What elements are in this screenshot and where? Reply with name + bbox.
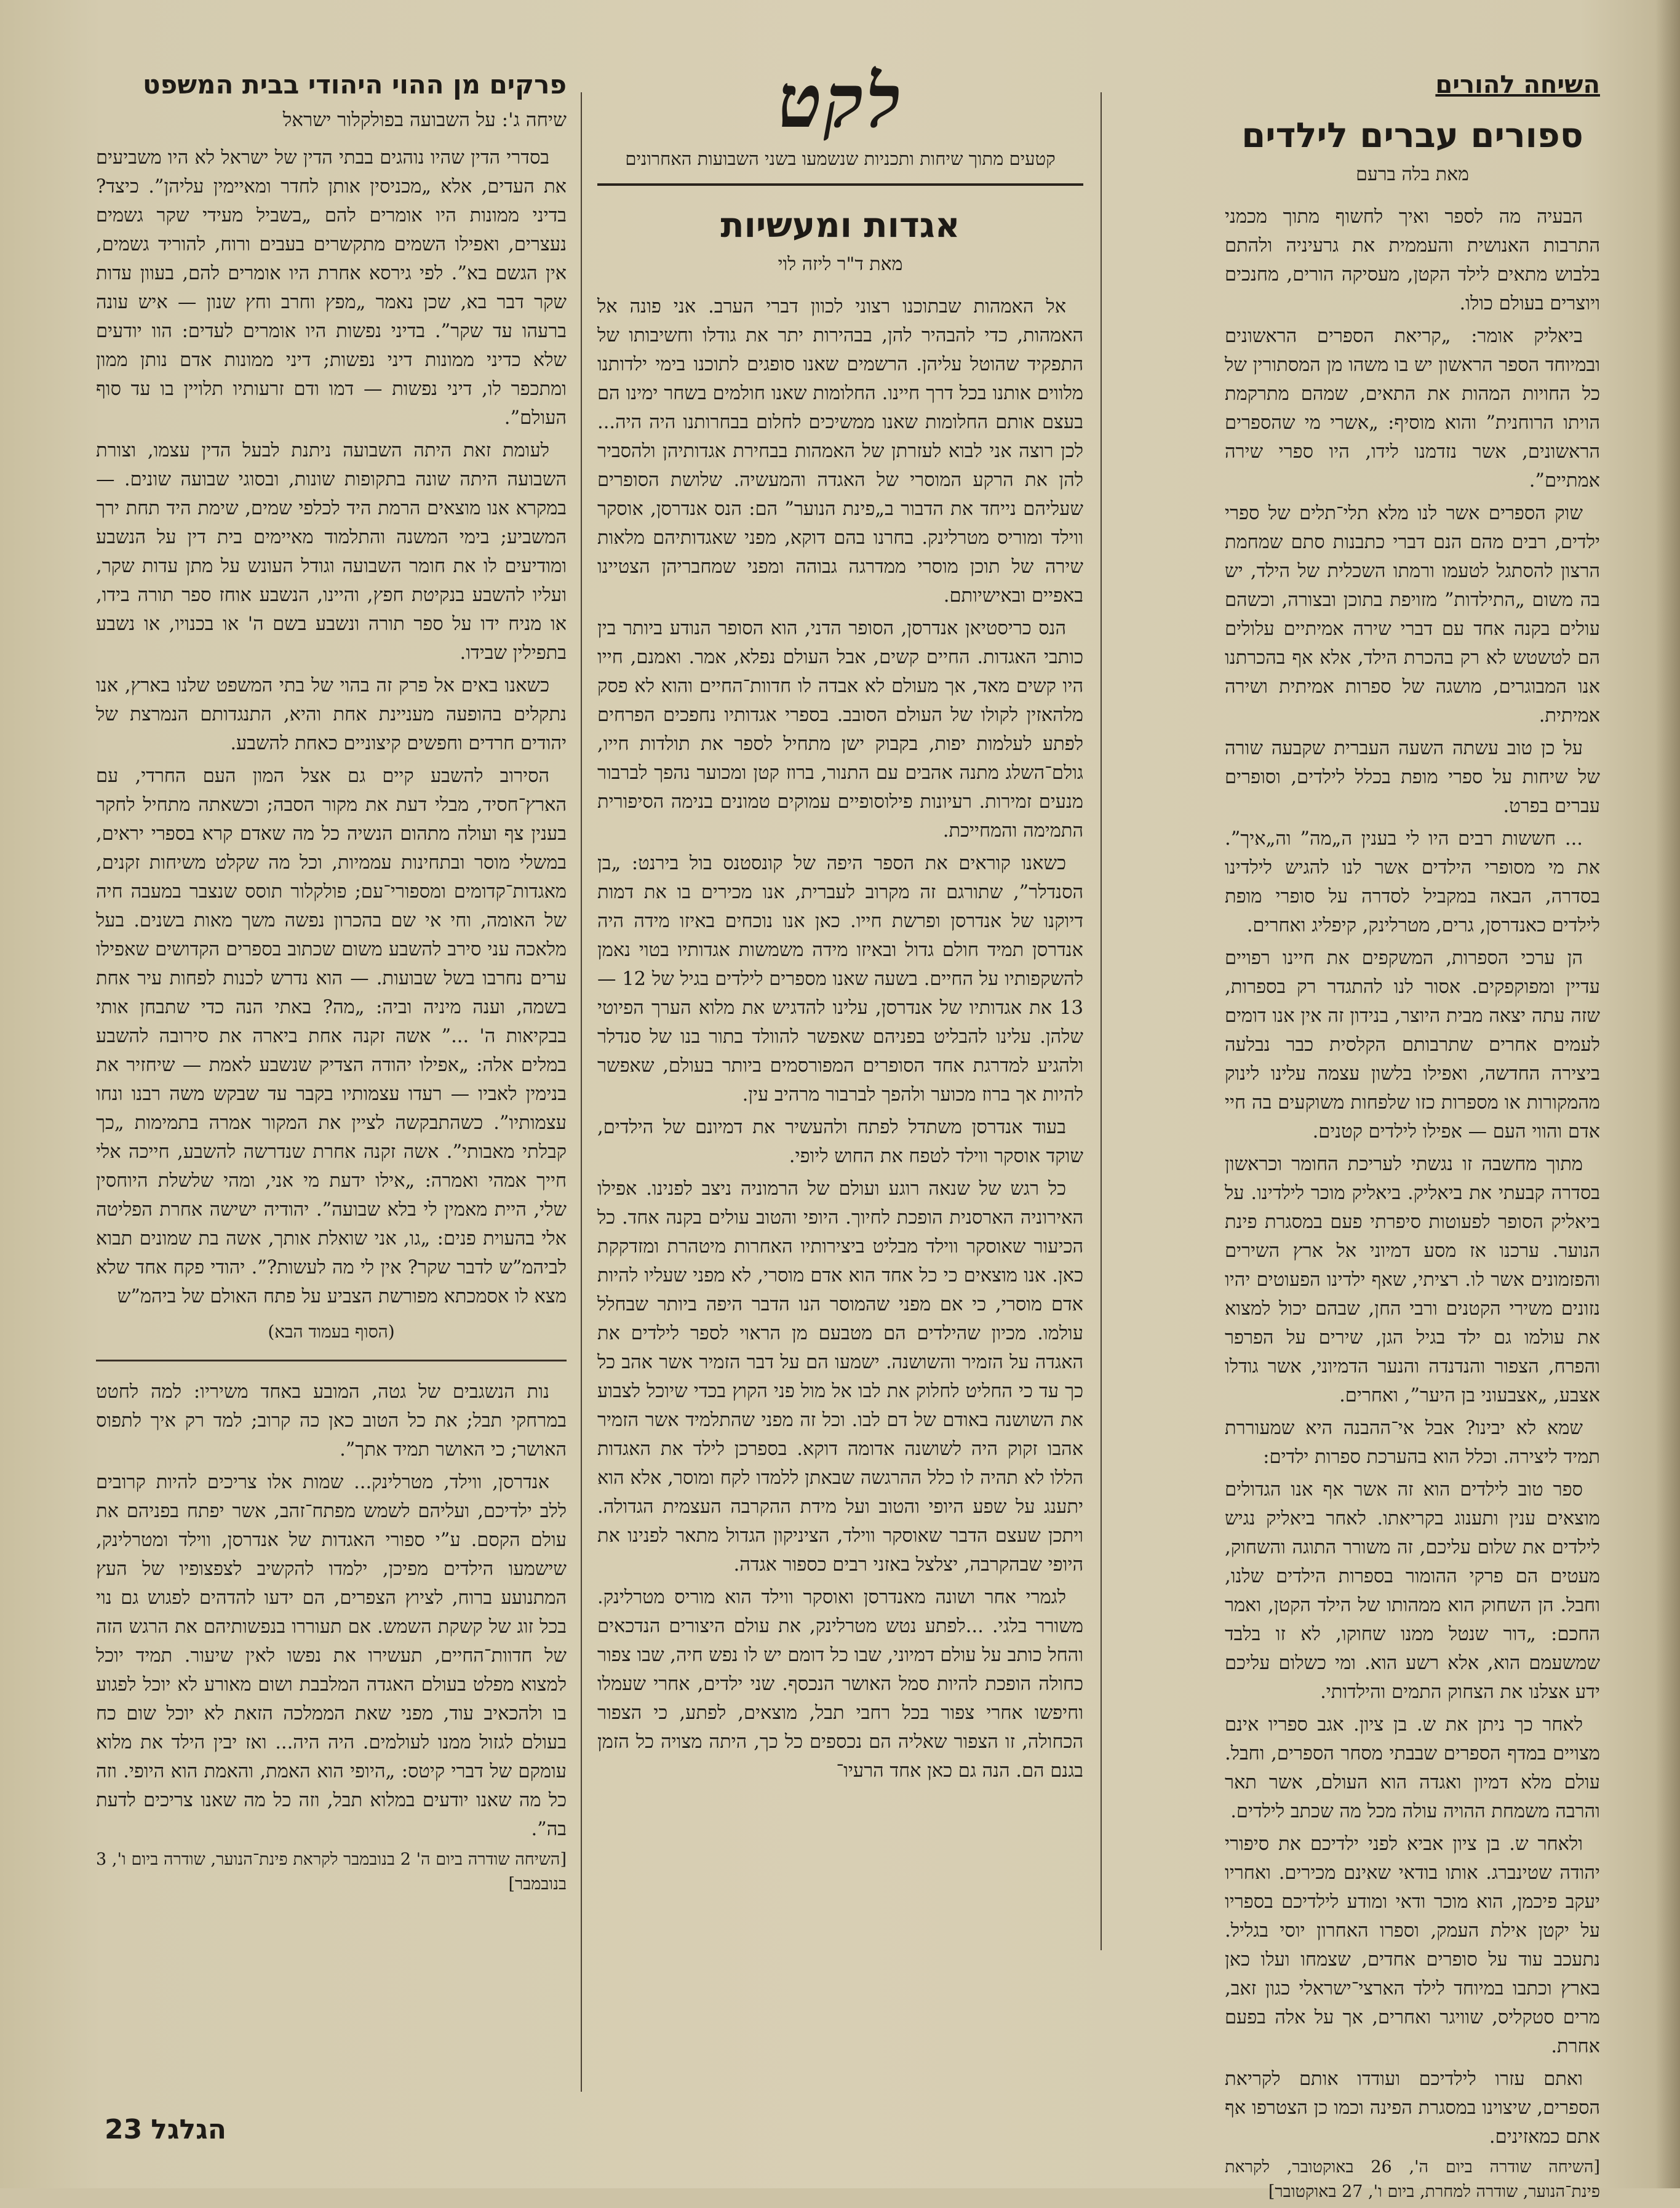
paragraph: נות הנשגבים של גטה, המובע באחד משיריו: למה לחטט במרחקי תבל; את כל הטוב כאן כה קרוב; למד רק איך לתפוס האושר; כי האושר תמיד אתך”. bbox=[96, 1381, 567, 1461]
page-footer bbox=[105, 2114, 235, 2145]
paragraph: כשאנו באים אל פרק זה בהוי של בתי המשפט שלנו בארץ, אנו נתקלים בהופעה מעניינת אחת והיא, התנגדותם הנמרצת של יהודים חרדים וחפשים קיצוניים כאחת להשבע. bbox=[96, 675, 567, 754]
paragraph: בעוד אנדרסן משתדל לפתח ולהעשיר את דמיונם של הילדים, שוקד אוסקר ווילד לטפח את החוש ליופי. bbox=[597, 1117, 1083, 1167]
left-column bbox=[96, 68, 567, 1900]
paragraph: כל רגש של שנאה רוגע ועולם של הרמוניה ניצב לפנינו. אפילו האירוניה הארסנית הופכת לחיוך. היופי והטוב עולים בקנה אחד. כל הכיעור שאוסקר ווילד מבליט ביצירותיו האחרות מיטהרת ומזדקקת כאן. אנו מוצאים כי כל אחד הוא אדם מוסרי, לא מפני שעליו להיות אדם מוסרי, כי אם מפני שהמוסר הנו הדבר היפה ביותר שבחלל עולמו. מכיון שהילדים הם מטבעם מן הראוי לספר לילדים את האגדה על הזמיר והשושנה. ישמעו הם על דבר הזמיר אשר אהב כל כך עד כי החליט לחלוק את לבו אל מול פני הקוץ בכדי שיוכל לצבוע את השושנה באודם של דם לבו. וכל זה מפני שהתלמיד אשר הזמיר אהבו זקוק היה לשושנה אדומה דוקא. בספרכן לילד את האגדות הללו לא תהיה לו כלל ההרגשה שבאתן ללמדו לקח ומוסר, אלא הוא יתענג על שפע היופי והטוב ועל מידת ההקרבה העצמית הגדולה. ויתכן שעצם הדבר שאוסקר ווילד, הציניקון הגדול מתאר לפנינו את היופי שבהקרבה, יצלצל באזני רבים כספור אגדה. bbox=[597, 1178, 1083, 1576]
article-byline: מאת ד"ר ליזה לוי bbox=[778, 253, 903, 275]
section-header: השיחה להורים bbox=[1435, 71, 1600, 99]
paragraph: אנדרסן, ווילד, מטרלינק... שמות אלו צריכים להיות קרובים ללב ילדיכם, ועליהם לשמש מפתח־זהב, אשר יפתח בפניהם את עולם הקסם. ע”י ספורי האגדות של אנדרסן, ווילד ומטרלינק, שישמעו הילדים מפיכן, ילמדו להקשיב לצפצופיו של העץ המתנועע ברוח, לציוץ הצפרים, הם ידעו להדהים לפגוש גם נוי בכל זוג של קשקת השמש. אם תעוררו בנפשותיהם את הרגש הזה של חדוות־החיים, תעשירו את נפשו לאין שיעור. תמיד יוכל למצוא מפלט בעולם האגדה המלבבת ושום מאורע לא יוכל לפגוע בו ולהכאיב עוד, מפני שאת הממלכה הזאת לא יוכל שום כח בעולם לגזול ממנו לעולמים. היה היה... ואז יבין הילד את מלוא עומקם של דברי קיטס: „היופי הוא האמת, והאמת הוא היופי. וזה כל מה שאנו יודעים במלוא תבל, וזה כל מה שאנו צריכים לדעת בה”. bbox=[96, 1472, 567, 1840]
paragraph: שוק הספרים אשר לנו מלא תלי־תלים של ספרי ילדים, רבים מהם הנם דברי כתבנות סתם שמחמת הרצון להסתגל לטעמו ורמתו השכלית של הילד, יש בה משום „התילדות” מזויפת בתוכן ובצורה, וכשהם עולים בקנה אחד עם דברי שירה אמיתיים עלולים הם לטשטש לא רק בהכרת הילד, אלא אף בהכרתנו אנו המבוגרים, מושגה של ספרות אמיתית ושירה אמיתית. bbox=[1225, 503, 1600, 727]
column-divider bbox=[1101, 92, 1102, 1950]
masthead-tagline: קטעים מתוך שיחות ותכניות שנשמעו בשני השבועות האחרונים bbox=[625, 148, 1056, 169]
paragraph: על כן טוב עשתה השעה העברית שקבעה שורה של שיחות על ספרי מופת בכלל לילדים, וסופרים עברים בפרט. bbox=[1225, 738, 1600, 817]
continued-note: (הסוף בעמוד הבא) bbox=[268, 1321, 395, 1342]
article-byline: מאת בלה ברעם bbox=[1356, 164, 1469, 185]
paragraph: הבעיה מה לספר ואיך לחשוף מתוך מכמני התרבות האנושית והעממית את גרעיניה ולהתם בלבוש מתאים לילד הקטן, מעסיקה הורים, מחנכים ויוצרים בעולם כולו. bbox=[1225, 206, 1600, 314]
masthead-logo: לקט bbox=[777, 58, 904, 145]
paragraph: ביאליק אומר: „קריאת הספרים הראשונים ובמיוחד הספר הראשון יש בו משהו מן המסתורין של כל החויות המהות את התאים, שמהם מתרקמת הויתו הרוחנית” והוא מוסיף: „אשרי מי שהספרים הראשונים, אשר נזדמנו לידו, היו ספרי שירה אמתיים”. bbox=[1225, 325, 1600, 492]
paragraph: ולאחר ש. בן ציון אביא לפני ילדיכם את סיפורי יהודה שטינברג. אותו בודאי שאינם מכירים. ואחריו יעקב פיכמן, הוא מוכר ודאי ומודע לילדיכם בספריו על יקטן אילת העמק, וספרו האחרון יוסי בגליל. נתעכב עוד על סופרים אחדים, שצמחו ועלו כאן בארץ וכתבו במיוחד לילד הארצי־ישראלי כגון זאב, מרים סטקליס, שוויגר ואחרים, אך על אלה בפעם אחרת. bbox=[1225, 1833, 1600, 2057]
paragraph: לגמרי אחר ושונה מאנדרסן ואוסקר ווילד הוא מוריס מטרלינק. משורר בלגי. ...לפתע נטש מטרלינק, את עולם היצורים הנדכאים והחל כותב על עולם דמיוני, שבו כל דומם יש לו נפש חיה, שבו צפור כחולה הופכת להיות סמל האושר הנכסף. שני ילדים, אחרי שעמלו וחיפשו אחרי צפור בכל רחבי תבל, מוצאים, לפתע, כי הצפור הכחולה, זו הצפור שאליה הם נכספים כל כך, היתה מצויה כל הזמן בגנם הם. הנה גם כאן אחד הרעיו־ bbox=[597, 1587, 1084, 1782]
paragraph: כשאנו קוראים את הספר היפה של קונסטנס בול בירנט: „בן הסנדלר”, שתורגם זה מקרוב לעברית, אנו מכירים בו את דמות דיוקנו של אנדרסן ופרשת חייו. כאן אנו נוכחים באיזו מידה היה אנדרסן תמיד חולם גדול ובאיזו מידה משמשות אגדותיו בטוי נאמן להשקפותיו על החיים. בשעה שאנו מספרים לילדים בגיל של 12 — 13 את אגדותיו של אנדרסן, עלינו להדגיש את מלוא הערך הפיוטי שלהן. עלינו להבליט בפניהם שאפשר להוולד בתור בנו של סנדלר ולהגיע למדרגת אחד הסופרים המפורסמים ביותר בעולם, שאפשר להיות אך ברוז מכוער ולהפך לברבור מרהיב עין. bbox=[597, 853, 1083, 1106]
right-column bbox=[1225, 68, 1600, 2208]
page-number: 23 bbox=[105, 2114, 143, 2145]
masthead-rule bbox=[597, 183, 1083, 186]
section-rule bbox=[96, 1360, 567, 1361]
paragraph: בסדרי הדין שהיו נוהגים בבתי הדין של ישראל לא היו משביעים את העדים, אלא „מכניסין אותן לחדר ומאיימין עליהן”. כיצד? בדיני ממונות היו אומרים להם „בשביל מעידי שקר גשמים נעצרים, ואפילו השמים מתקשרים בעבים ורוח, להוריד גשמים, אין הגשם בא”. לפי גירסא אחרת היו אומרים להם, בעוון עדות שקר דבר בא, שכן נאמר „מפץ וחרב וחץ שנון — איש עונה ברעהו עד שקר”. בדיני נפשות היו אומרים לעדים: הוו יודעים שלא כדיני ממונות דיני נפשות; דיני ממונות אדם נותן ממון ומתכפר לו, דיני נפשות — דמו ודם זרעותיו תלויין בו עד סוף העולם”. bbox=[96, 147, 567, 429]
broadcast-note: [השיחה שודרה ביום ה', 26 באוקטובר, לקראת פינת־הנוער, שודרה למחרת, ביום ו', 27 באוקטובר] bbox=[1225, 2158, 1600, 2201]
paragraph: ואתם עזרו לילדיכם ועודדו אותם לקריאת הספרים, שיצוינו במסגרת הפינה וכמו כן הצטרפו אף אתם כמאזינים. bbox=[1225, 2068, 1600, 2148]
paragraph: הן ערכי הספרות, המשקפים את חיינו רפויים עדיין ומפוקפקים. אסור לנו להתגדר רק בספרות, שזה עתה יצאה מבית היוצר, בנידון זה אין אנו דומים לעמים אחרים שתרבותם הקלסית כבר נבלעה ביצירה החדשה, ואפילו בלשון עצמה עלינו לינוק מהמקורות או מספרות כזו שלפחות משוקעים בה חיי אדם והווי העם — אפילו לילדים קטנים. bbox=[1225, 947, 1600, 1142]
paragraph: אל האמהות שבתוכנו רצוני לכוון דברי הערב. אני פונה אל האמהות, כדי להבהיר להן, בבהירות יתר את גודלו וחשיבותו של התפקיד שהוטל עליהן. הרשמים שאנו סופגים לתוכנו בימי ילדותנו מלווים אותנו בכל דרך חיינו. החלומות שאנו חולמים בשחר ימינו הם בעצם אותם החלומות שאנו ממשיכים לחלום בבחרותנו היה היה... לכן רוצה אני לבוא לעזרתן של האמהות בבחירת אגדותיהן ולהסביר להן את הרקע המוסרי של האגדה והמעשיה. שלושת הסופרים שעליהם נייחד את הדבור ב„פינת הנוער” הם: הנס אנדרסן, אוסקר ווילד ומוריס מטרלינק. בחרנו בהם דוקא, מפני שאגדותיהם מלאות שירה של תוכן מוסרי ממדרגה גבוהה ומפני שמחבריהן הצטיינו באפיים ובאישיותם. bbox=[597, 296, 1083, 607]
article-title: ספורים עברים לילדים bbox=[1241, 116, 1583, 156]
magazine-name: הגלגל bbox=[151, 2114, 227, 2145]
paragraph: לאחר כך ניתן את ש. בן ציון. אגב ספריו אינם מצויים במדף הספרים שבבתי מסחר הספרים, וחבל. עולם מלא דמיון ואגדה הוא העולם, אשר תאר והרבה משמחת ההויה עולה מכל מה שכתב לילדים. bbox=[1225, 1714, 1600, 1822]
paragraph: הסירוב להשבע קיים גם אצל המון העם החרדי, עם הארץ־חסיד, מבלי דעת את מקור הסבה; וכשאתה מתחיל לחקר בענין צף ועולה מתהום הנשיה כל מה שאדם קרא בספרי יראים, במשלי מוסר ובתחינות עממיות, וכל מה שקלט משיחות זקנים, מאגדות־קדומים ומספורי־עם; פולקלור תוסס שנצבר במעבה חיה של האומה, וחי אי שם בהכרון נפשה משך מאות בשנים. בעל מלאכה עני סירב להשבע משום שכתוב בספרים הקדושים שאפילו ערים נחרבו בשל שבועות. — הוא נדרש לכנות לפחות עיר אחת בשמה, וענה מיניה וביה: „מה? באתי הנה כדי שתבחן אותי בבקיאות ה' ...” אשה זקנה אחת ביארה את סירובה להשבע במלים אלה: „אפילו יהודה הצדיק שנשבע לאמת — שיחזיר את בנימין לאביו — רעדו עצמותיו בקבר עד שבקש משה רבנו ונחו עצמותיו”. כשהתבקשה לציין את המקור אמרה בתמימות „כך קבלתי מאבותי”. אשה זקנה אחרת שנדרשה להשבע, חייכה אלי חייך אמהי ואמרה: „אילו ידעת מי אני, ומהי שלשלת היוחסין שלי, היית מאמין לי בלא שבועה”. יהודיה ישישה אחרת הפליטה אלי בהעוית פנים: „גו, אני שואלת אותך, אשה בת שמונים תבוא לביהמ”ש לדבר שקר? אין לי מה לעשות?”. יהודי פקח אחד שלא מצא לו אסמכתא מפורשת הצביע על פתח האולם של ביהמ”ש bbox=[96, 765, 567, 1307]
column-divider bbox=[581, 92, 582, 2092]
paragraph: לעומת זאת היתה השבועה ניתנת לבעל הדין עצמו, וצורת השבועה היתה שונה בתקופות שונות, ובסוגי שבועה שונים. — במקרא אנו מוצאים הרמת היד לכלפי שמים, שימת היד תחת ירך המשביע; בימי המשנה והתלמוד מאיימים בית דין על הנשבע ומודיעים לו את חומר השבועה וגודל העונש על מתן עדות שקר, ועליו להשבע בנקיטת חפץ, והיינו, הנשבע אוחז ספר תורה בידו, או מניח ידו על ספר תורה ונשבע בשם ה' או בכנויו, או נשבע בתפילין שבידו. bbox=[96, 440, 567, 664]
paragraph: ... חששות רבים היו לי בענין ה„מה” וה„איך”. את מי מסופרי הילדים אשר לנו להגיש לילדינו בסדרה, הבאה במקביל לסדרה על סופרי מופת לילדים כאנדרסן, גרים, מטרלינק, קיפליג ואחרים. bbox=[1225, 828, 1600, 936]
paragraph: הנס כריסטיאן אנדרסן, הסופר הדני, הוא הסופר הנודע ביותר בין כותבי האגדות. החיים קשים, אבל העולם נפלא, אמר. ואמנם, חייו היו קשים מאד, אך מעולם לא אבדה לו חדוות־החיים והוא לא פסק מלהאזין לקולו של העולם הסובב. בספרי אגדותיו נחפכים הפרחים לפתע לעלמות יפות, בקבוק ישן מתחיל לספר את תולדות חייו, גולם־השלג מתנה אהבים עם התנור, ברוז קטן ומכוער נהפך לברבור מנעים זמירות. רעיונות פילוסופיים עמוקים טמונים בנימה הסיפורית התמימה והמחייכת. bbox=[597, 618, 1083, 842]
article-title: אגדות ומעשיות bbox=[720, 205, 960, 245]
paragraph: ספר טוב לילדים הוא זה אשר אף אנו הגדולים מוצאים ענין ותענוג בקריאתו. לאחר ביאליק נגיש לילדים את שלום עליכם, זה משורר התוגה והשחוק, מעטים הם פרקי ההומור בספרות הילדים שלנו, וחבל. הן השחוק הוא ממהותו של הילד הקטן, ואמר החכם: „דור שנטל ממנו שחוקו, לא זו בלבד שמשעמם הוא, אלא רשע הוא. ומי כשלום עליכם ידע אצלנו את הצחוק התמים והילדותי. bbox=[1225, 1479, 1600, 1703]
paragraph: שמא לא יבינו? אבל אי־ההבנה היא שמעוררת תמיד ליצירה. וכלל הוא בהערכת ספרות ילדים: bbox=[1225, 1417, 1600, 1468]
article-subtitle: שיחה ג': על השבועה בפולקלור ישראל bbox=[282, 109, 567, 131]
article-title: פרקים מן ההוי היהודי בבית המשפט bbox=[143, 70, 567, 100]
broadcast-note: [השיחה שודרה ביום ה' 2 בנובמבר לקראת פינת־הנוער, שודרה ביום ו', 3 בנובמבר] bbox=[96, 1850, 567, 1894]
center-column bbox=[597, 58, 1084, 1789]
paragraph: מתוך מחשבה זו נגשתי לעריכת החומר וכראשון בסדרה קבעתי את ביאליק. ביאליק מוכר לילדינו. על ביאליק הסופר לפעוטות סיפרתי פעם במסגרת פינת הנוער. ערכנו אז מסע דמיוני אל ארץ השירים והפזמונים אשר לו. רציתי, שאף ילדינו הפעוטים יהיו נזונים משירי הקטנים ורבי החן, שבהם יכול למצוא את עולמו גם ילד בגיל הגן, שירים על הפרפר והפרח, הצפור והנדנדה והנער הדמיוני, אשר גודלו אצבע, „אצבעוני בן היער”, ואחרים. bbox=[1225, 1154, 1600, 1406]
